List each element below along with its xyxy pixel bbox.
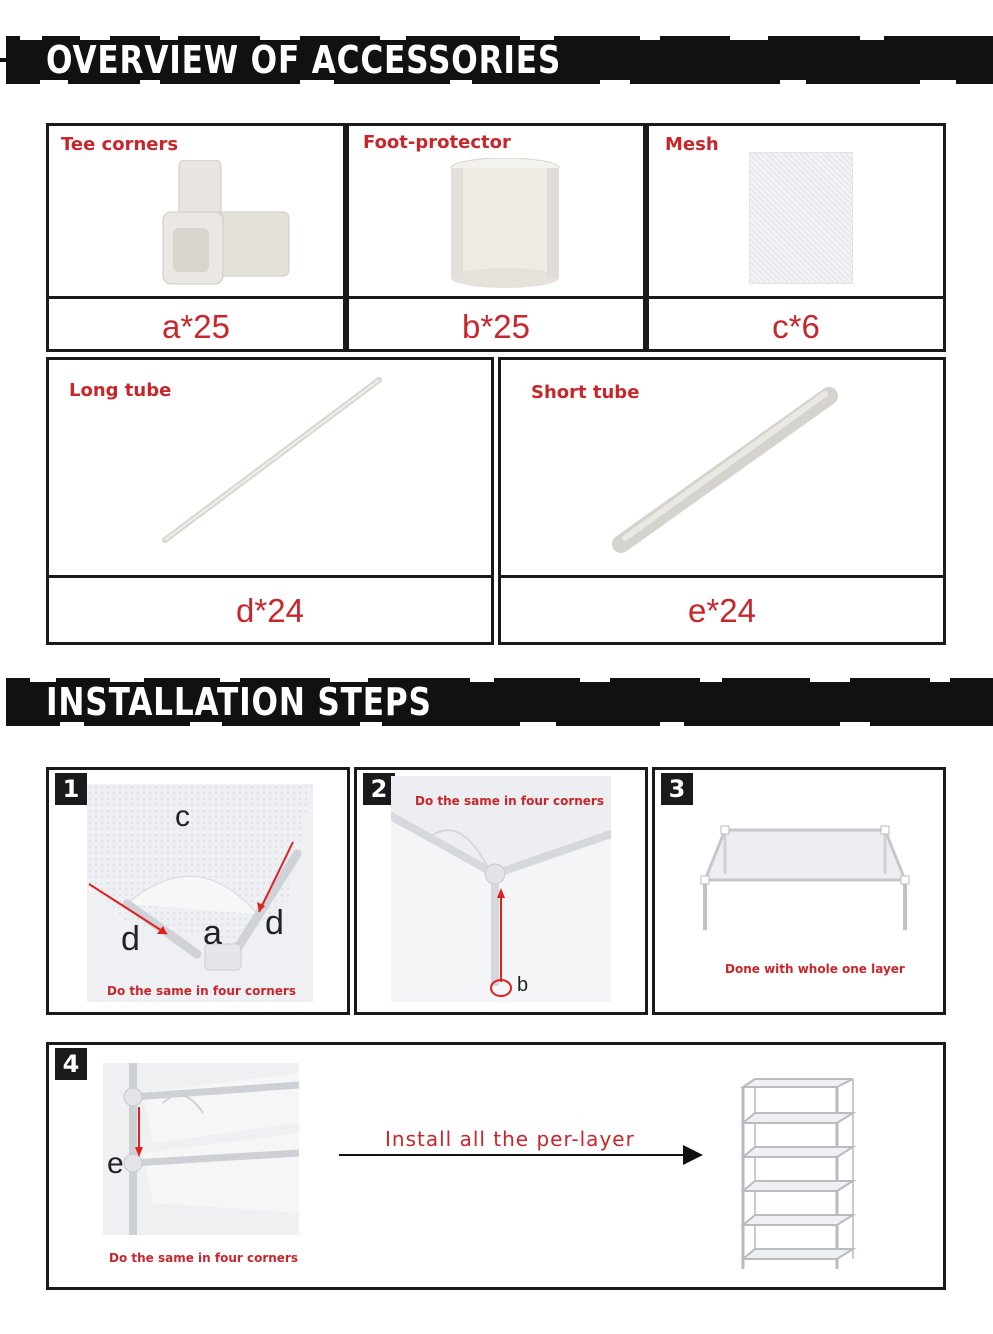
step-1-label-c: c (175, 800, 190, 833)
accessory-foot-protector (346, 123, 646, 352)
step-2-photo (391, 776, 611, 1002)
step-3-panel (652, 767, 946, 1015)
short-tube-image (501, 360, 949, 570)
foot-protector-image (445, 158, 565, 288)
steps-title: INSTALLATION STEPS (46, 680, 432, 724)
arrow-right-icon (337, 1143, 707, 1167)
accessory-mesh (646, 123, 946, 352)
accessory-short-tube (498, 357, 946, 645)
step-2-panel (354, 767, 648, 1015)
tee-corners-title: Tee corners (61, 134, 179, 155)
long-tube-count: d*24 (236, 592, 304, 629)
step-1-photo (87, 784, 313, 1002)
mesh-title: Mesh (665, 134, 719, 155)
step-4-caption: Do the same in four corners (109, 1251, 298, 1265)
short-tube-count: e*24 (688, 592, 756, 629)
step-4-label-e: e (107, 1147, 124, 1180)
step-2-number: 2 (363, 773, 395, 805)
mesh-divider (649, 296, 943, 299)
step-2-label-b: b (517, 974, 529, 996)
foot-divider (349, 296, 643, 299)
accessory-tee-corners (46, 123, 346, 352)
tee-corners-count: a*25 (162, 308, 230, 345)
foot-protector-count: b*25 (462, 308, 530, 345)
step-4-photo (103, 1063, 299, 1235)
steps-banner (0, 670, 993, 734)
step-4-number: 4 (55, 1048, 87, 1080)
short-divider (501, 575, 943, 578)
foot-protector-title: Foot-protector (363, 132, 511, 153)
step-1-label-d-right: d (265, 904, 284, 942)
step-1-caption: Do the same in four corners (107, 984, 296, 998)
tee-divider (49, 296, 343, 299)
step-3-number: 3 (661, 773, 693, 805)
step-1-label-d-left: d (121, 920, 140, 958)
long-tube-image (49, 360, 497, 570)
overview-banner (0, 28, 993, 92)
tee-corner-image (149, 160, 309, 290)
step-1-panel (46, 767, 350, 1015)
step-3-caption: Done with whole one layer (725, 962, 905, 976)
step-3-layer-image (685, 810, 925, 940)
long-divider (49, 575, 491, 578)
shelf-tower-image (733, 1073, 863, 1273)
long-tube-title: Long tube (69, 380, 172, 401)
step-1-label-a: a (203, 914, 222, 952)
install-instruction: Install all the per-layer (385, 1127, 635, 1151)
short-tube-title: Short tube (531, 382, 640, 403)
overview-title: OVERVIEW OF ACCESSORIES (46, 38, 562, 82)
mesh-count: c*6 (772, 308, 820, 345)
step-1-number: 1 (55, 773, 87, 805)
step-4-panel (46, 1042, 946, 1290)
accessory-long-tube (46, 357, 494, 645)
mesh-image (749, 152, 853, 284)
step-2-caption: Do the same in four corners (415, 794, 604, 808)
